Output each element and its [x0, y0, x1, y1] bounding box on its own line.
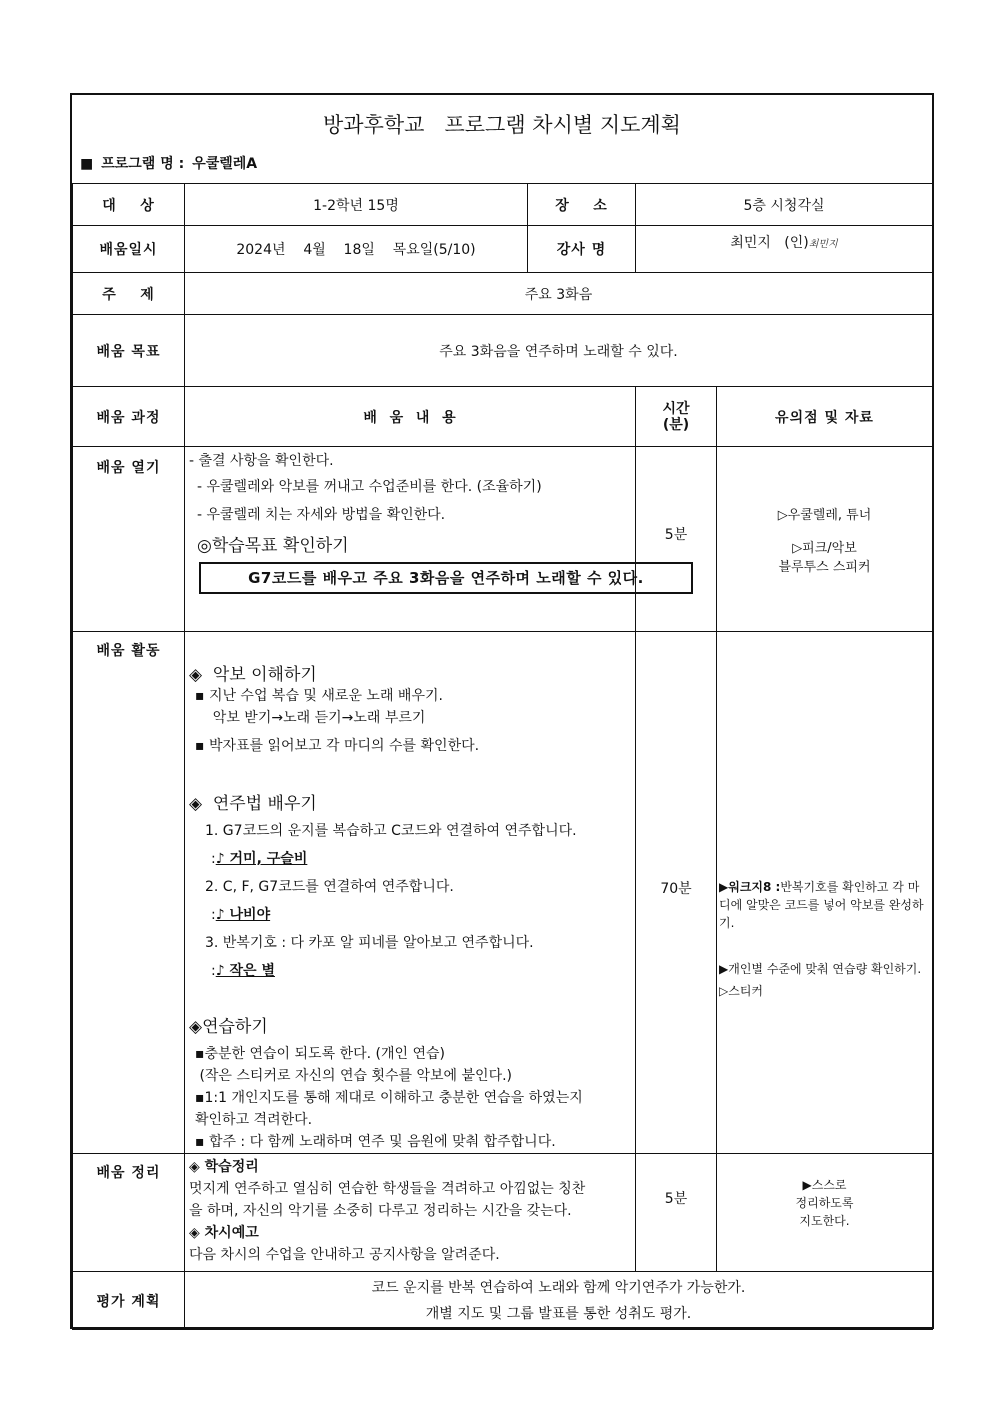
row-goal: [73, 315, 933, 387]
opening-note: ▷피크/악보: [792, 540, 857, 556]
opening-note: 블루투스 스피커: [778, 559, 871, 575]
goal-check-heading: ◎학습목표 확인하기: [197, 536, 349, 556]
practice-line: ▪1:1 개인지도를 통해 제대로 이해하고 충분한 연습을 하였는지: [195, 1090, 583, 1106]
closing-note: 지도한다.: [799, 1213, 850, 1228]
activity-label: 배움 활동: [73, 632, 185, 1154]
activity-line: ▪ 지난 수업 복습 및 새로운 노래 배우기.: [195, 688, 443, 704]
step-3: 3. 반복기호 : 다 카포 알 피네를 알아보고 연주합니다.: [205, 935, 534, 951]
summary-heading: ◈ 학습정리: [189, 1159, 259, 1175]
goal-label: 배움 목표: [73, 315, 185, 387]
colon: :: [211, 907, 216, 923]
opening-content: [185, 447, 644, 632]
activity-line: ▪ 박자표를 읽어보고 각 마디의 수를 확인한다.: [195, 738, 480, 754]
opening-time: 5분: [636, 447, 717, 632]
time-header: 시간 (분): [636, 387, 717, 447]
closing-content: [185, 1154, 636, 1272]
teacher-value: 최민지 (인): [730, 235, 809, 251]
step-2: 2. C, F, G7코드를 연결하여 연주합니다.: [205, 879, 454, 895]
practice-line: ▪ 합주 : 다 함께 노래하며 연주 및 음원에 맞춰 합주합니다.: [195, 1134, 556, 1150]
song-line-3: [189, 960, 631, 982]
notes-header: 유의점 및 자료: [717, 387, 933, 447]
closing-label: 배움 정리: [73, 1154, 185, 1272]
song-line-1: [189, 848, 631, 870]
activity-content: [185, 632, 636, 1154]
row-topic: [73, 273, 933, 315]
title-area: [72, 95, 932, 183]
closing-time: 5분: [636, 1154, 717, 1272]
practice-line: (작은 스티커로 자신의 연습 횟수를 악보에 붙인다.): [195, 1068, 513, 1084]
row-opening: [73, 447, 933, 632]
closing-note: 정리하도록: [795, 1195, 854, 1210]
section-practice-heading: ◈연습하기: [189, 1017, 268, 1037]
evaluation-line: 개별 지도 및 그룹 발표를 통한 성취도 평가.: [425, 1305, 692, 1322]
preview-heading: ◈ 차시예고: [189, 1225, 259, 1241]
row-activity: [73, 632, 933, 1154]
activity-notes: [717, 632, 933, 1154]
activity-line: 악보 받기→노래 듣기→노래 부르기: [195, 710, 426, 726]
evaluation-content: [185, 1272, 933, 1330]
sticker-note: ▷스티커: [719, 984, 764, 998]
evaluation-label: 평가 계획: [73, 1272, 185, 1330]
row-header: [73, 387, 933, 447]
practice-line: 확인하고 격려한다.: [195, 1112, 313, 1128]
teacher-signature: 최민지: [808, 239, 838, 250]
lesson-table: [72, 183, 933, 1330]
worksheet-note-text: 반복기호를 확인하고 각 마디에 알맞은 코드를 넣어 악보를 완성하기.: [719, 880, 924, 930]
learning-goal-box: G7코드를 배우고 주요 3화음을 연주하며 노래할 수 있다.: [199, 562, 693, 594]
lesson-plan-frame: [70, 93, 934, 1329]
opening-label: 배움 열기: [73, 447, 185, 632]
preview-text: 다음 차시의 수업을 안내하고 공지사항을 알려준다.: [189, 1247, 500, 1263]
opening-line: - 우쿨렐레 치는 자세와 방법을 확인한다.: [197, 507, 446, 523]
song-line-2: [189, 904, 631, 926]
date-value: 2024년 4월 18일 목요일(5/10): [185, 226, 528, 273]
summary-text: 을 하며, 자신의 악기를 소중히 다루고 정리하는 시간을 갖는다.: [189, 1203, 572, 1219]
song-title-3: ♪ 작은 별: [215, 963, 275, 979]
closing-notes: [717, 1154, 933, 1272]
program-name-label: 프로그램 명 :: [101, 156, 185, 172]
target-value: 1-2학년 15명: [185, 184, 528, 226]
place-label: 장 소: [528, 184, 636, 226]
target-label: 대 상: [73, 184, 185, 226]
colon: :: [211, 963, 216, 979]
document-title: 방과후학교 프로그램 차시별 지도계획: [323, 113, 681, 137]
closing-note: ▶스스로: [802, 1177, 847, 1192]
opening-note: ▷우쿨렐레, 튜너: [777, 507, 872, 523]
colon: :: [211, 851, 216, 867]
row-date: [73, 226, 933, 273]
worksheet-note: [719, 878, 930, 932]
section-play-heading: ◈ 연주법 배우기: [189, 794, 317, 814]
teacher-label: 강사 명: [528, 226, 636, 273]
teacher-cell: [636, 226, 933, 273]
content-header: 배 움 내 용: [185, 387, 636, 447]
place-value: 5층 시청각실: [636, 184, 933, 226]
song-title-1: ♪ 거미, 구슬비: [215, 851, 308, 867]
summary-text: 멋지게 연주하고 열심히 연습한 학생들을 격려하고 아낌없는 칭찬: [189, 1181, 586, 1197]
opening-line: - 출결 사항을 확인한다.: [189, 453, 334, 469]
worksheet-note-label: ▶워크지8 :: [719, 880, 781, 894]
row-closing: [73, 1154, 933, 1272]
process-header: 배움 과정: [73, 387, 185, 447]
practice-level-note: ▶개인별 수준에 맞춰 연습량 확인하기.: [719, 962, 922, 976]
opening-notes: [717, 447, 933, 632]
step-1: 1. G7코드의 운지를 복습하고 C코드와 연결하여 연주합니다.: [205, 823, 577, 839]
opening-line: - 우쿨렐레와 악보를 꺼내고 수업준비를 한다. (조율하기): [197, 479, 542, 495]
evaluation-line: 코드 운지를 반복 연습하여 노래와 함께 악기연주가 가능한가.: [371, 1279, 746, 1296]
date-label: 배움일시: [73, 226, 185, 273]
topic-value: 주요 3화음: [185, 273, 933, 315]
square-bullet-icon: ■: [80, 156, 94, 172]
section-score-heading: ◈ 악보 이해하기: [189, 665, 317, 685]
topic-label: 주 제: [73, 273, 185, 315]
activity-time: 70분: [636, 632, 717, 1154]
program-name-value: 우쿨렐레A: [192, 156, 258, 172]
program-name-line: [80, 153, 265, 173]
song-title-2: ♪ 나비야: [215, 907, 271, 923]
practice-line: ▪충분한 연습이 되도록 한다. (개인 연습): [195, 1046, 445, 1062]
row-target: [73, 184, 933, 226]
row-evaluation: [73, 1272, 933, 1330]
goal-value: 주요 3화음을 연주하며 노래할 수 있다.: [185, 315, 933, 387]
